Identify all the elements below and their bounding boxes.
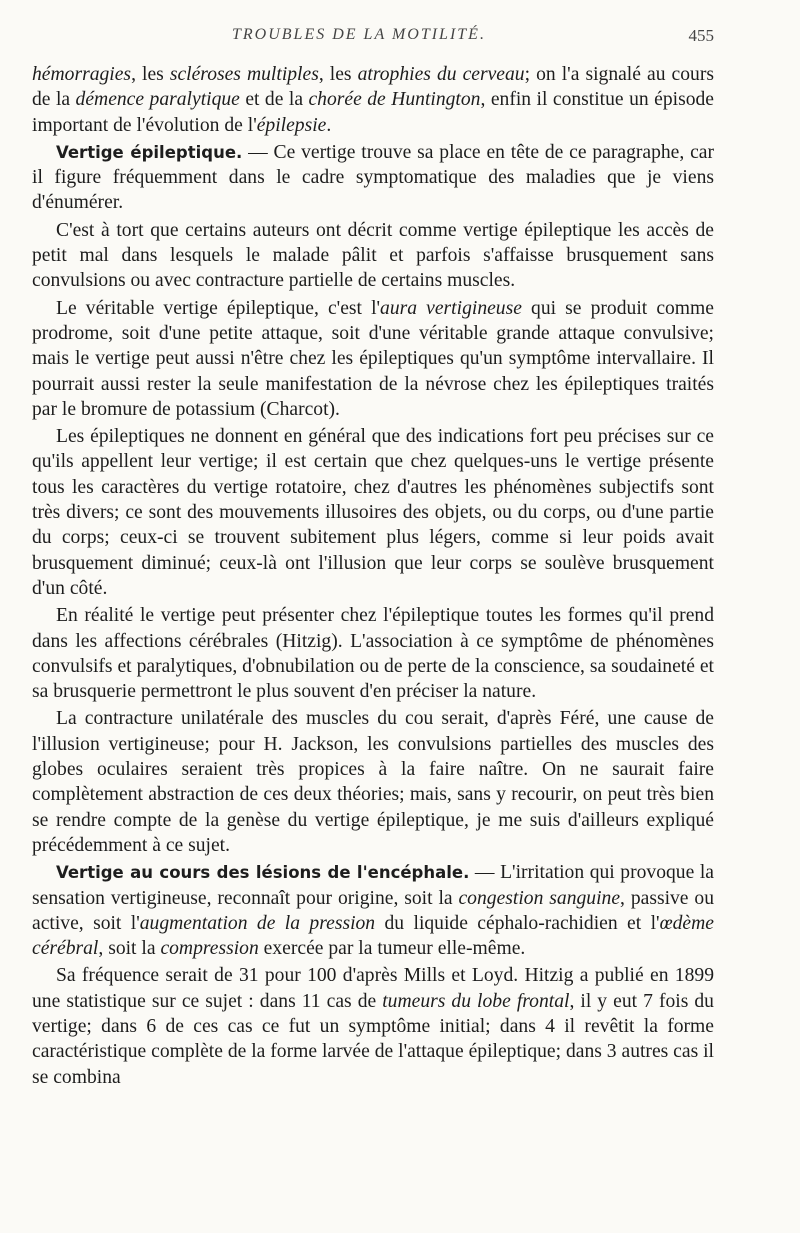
paragraph <box>32 424 714 601</box>
text-run: . <box>326 114 332 136</box>
body-text <box>32 62 714 1090</box>
italic-term: aura vertigineuse <box>380 297 522 319</box>
text-run: , les <box>131 64 170 85</box>
italic-term: démence paralytique <box>75 89 240 111</box>
italic-term: compression <box>160 938 259 960</box>
text-run: du liquide céphalo-rachidien et l' <box>375 912 660 934</box>
text-run: ; on l'a signalé au cours de la <box>32 64 714 111</box>
text-run: C'est à tort que certains auteurs ont décrit comme vertige épileptique les accès de petit mal dans lesquels le malade pâlit et parfois s'affaisse brusquement sans convulsions ou avec contracture partielle de certains muscles. <box>32 219 714 292</box>
page-number: 455 <box>688 26 714 45</box>
italic-term: hémorragies <box>32 64 132 85</box>
italic-term: atrophies du cerveau <box>357 64 525 85</box>
text-run: exercée par la tumeur elle-même. <box>258 938 526 960</box>
text-run: — Ce vertige trouve sa place en tête de ce paragraphe, car il figure fréquemment dans le cadre symptomatique des maladies que je viens d'énumérer. <box>32 141 715 214</box>
text-run: Sa fréquence serait de 31 pour 100 d'après Mills et Loyd. Hitzig a publié en 1899 une statistique sur ce sujet : dans 11 cas de <box>32 965 714 1012</box>
text-run: , soit la <box>98 938 161 960</box>
running-title: TROUBLES DE LA MOTILITÉ. <box>232 26 486 43</box>
text-run: — L'irritation qui provoque la sensation vertigineuse, reconnaît pour origine, soit la <box>32 862 714 909</box>
italic-term: chorée de Huntington <box>308 89 481 111</box>
italic-term: œdème cérébral <box>32 912 714 960</box>
italic-term: congestion sanguine <box>458 887 621 909</box>
document-page <box>32 0 714 1233</box>
text-run: Le véritable vertige épileptique, c'est l' <box>56 297 381 319</box>
paragraph <box>32 218 714 294</box>
text-run: , il y eut 7 fois du vertige; dans 6 de ces cas ce fut un symptôme initial; dans 4 il revêtit la forme caractéristique complète de la forme larvée de l'attaque épileptique; dans 3 autres cas il se combina <box>32 990 714 1088</box>
text-run: La contracture unilatérale des muscles du cou serait, d'après Féré, une cause de l'illusion vertigineuse; pour H. Jackson, les convulsions partielles des muscles des globes oculaires seraient très propices à la faire naître. On ne saurait faire complètement abstraction de ces deux théories; mais, sans y recourir, on peut très bien se rendre compte de la genèse du vertige épileptique, je me suis d'ailleurs expliqué précédemment à ce sujet. <box>32 708 714 856</box>
text-run: , passive ou active, soit l' <box>32 887 714 934</box>
paragraph <box>32 62 714 138</box>
paragraph <box>32 296 714 422</box>
paragraph <box>32 140 714 216</box>
italic-term: épilepsie <box>256 114 327 136</box>
text-run: et de la <box>239 89 309 111</box>
paragraph <box>32 860 714 961</box>
italic-term: tumeurs du lobe frontal <box>382 990 570 1012</box>
italic-term: scléroses multiples <box>169 64 319 85</box>
text-run: , les <box>318 64 358 85</box>
paragraph <box>32 963 714 1089</box>
section-heading: Vertige épileptique. <box>56 142 243 162</box>
paragraph <box>32 603 714 704</box>
page-header <box>32 24 714 52</box>
section-heading: Vertige au cours des lésions de l'encéphale. <box>56 863 470 883</box>
paragraph <box>32 706 714 858</box>
italic-term: augmentation de la pression <box>139 912 376 934</box>
text-run: En réalité le vertige peut présenter chez l'épileptique toutes les formes qu'il prend dans les affections cérébrales (Hitzig). L'association à ce symptôme de phénomènes convulsifs et paralytiques, d'obnubilation ou de perte de la conscience, sa soudaineté et sa brusquerie permettront le plus souvent d'en préciser la nature. <box>32 605 714 703</box>
text-run: , enfin il constitue un épisode important de l'évolution de l' <box>32 89 714 136</box>
text-run: qui se produit comme prodrome, soit d'une petite attaque, soit d'une véritable grande attaque convulsive; mais le vertige peut aussi n'être chez les épileptiques qu'un symptôme intervallaire. Il pourrait aussi rester la seule manifestation de la névrose chez les épileptiques traités par le bromure de potassium (Charcot). <box>32 297 714 420</box>
text-run: Les épileptiques ne donnent en général que des indications fort peu précises sur ce qu'ils appellent leur vertige; il est certain que chez quelques-uns le vertige présente tous les caractères du vertige rotatoire, chez d'autres les phénomènes subjectifs sont très divers; ce sont des mouvements illusoires des objets, ou du corps, ou d'une partie du corps; ceux-ci se trouvent subitement plus légers, comme si leur poids avait brusquement diminué; ceux-là ont l'illusion que leur corps se soulève brusquement d'un côté. <box>32 426 714 599</box>
